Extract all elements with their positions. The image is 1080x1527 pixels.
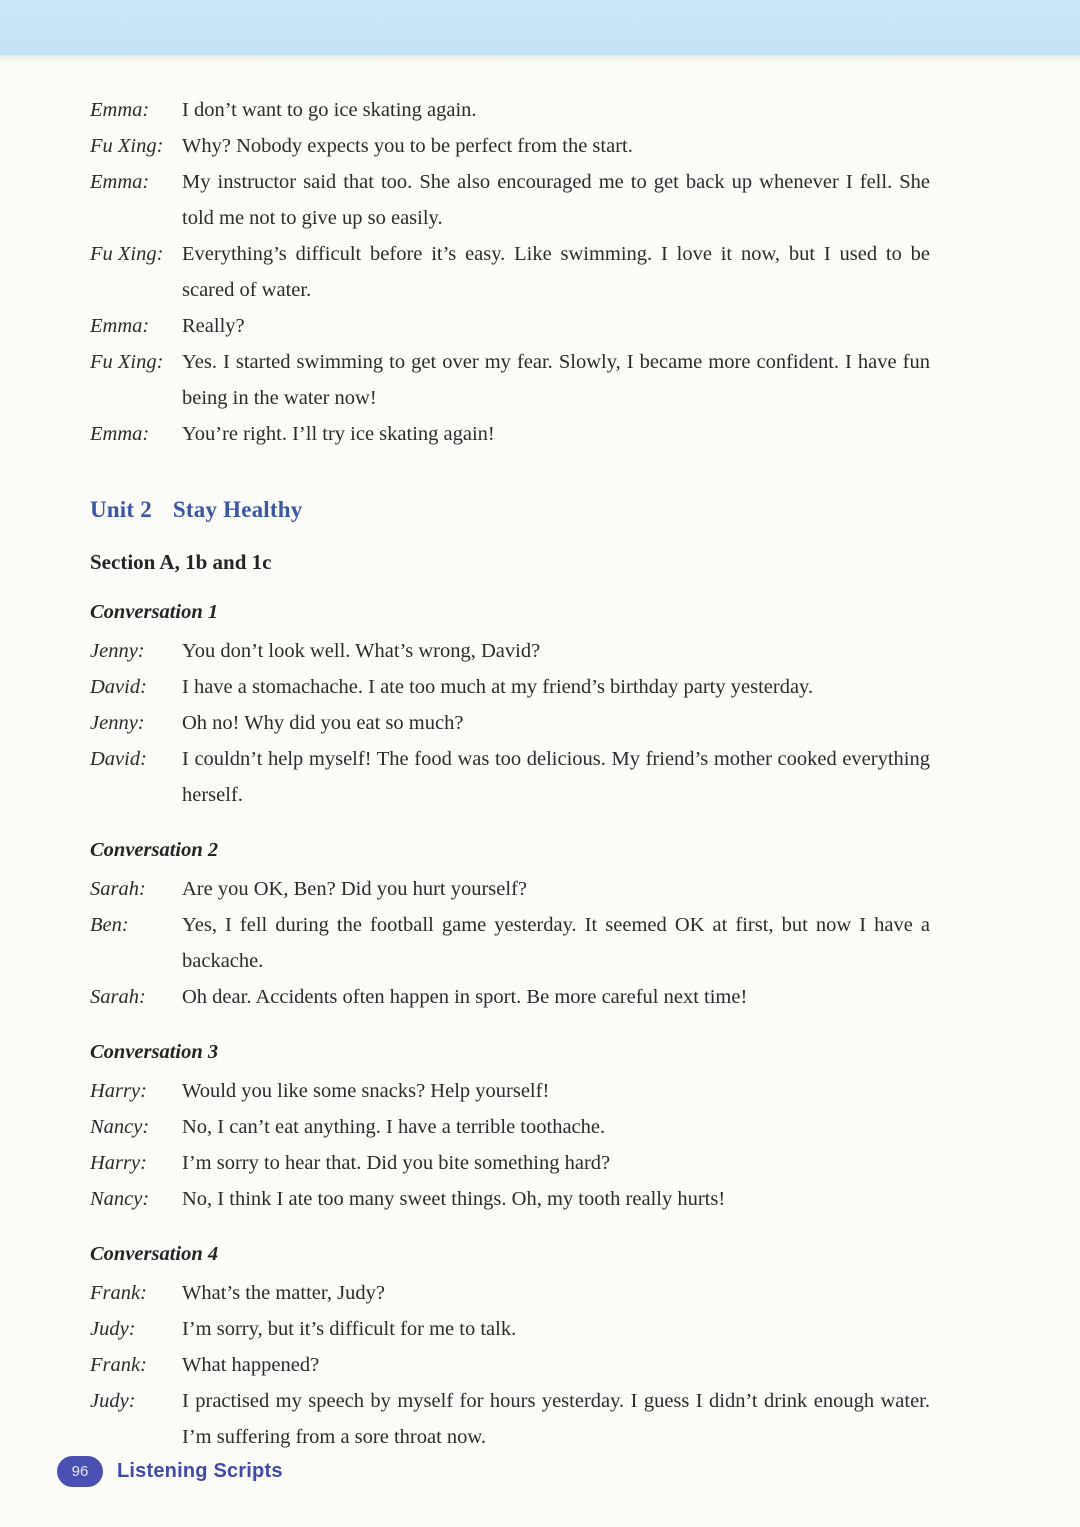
speaker-text: No, I can’t eat anything. I have a terrible toothache. — [182, 1116, 606, 1138]
speaker-text: What’s the matter, Judy? — [182, 1282, 385, 1304]
speaker-text: Everything’s difficult before it’s easy. Like swimming. I love it now, but I used to be scared of water. — [182, 243, 930, 301]
page-top-band — [0, 0, 1080, 55]
dialogue-line — [90, 669, 930, 705]
dialogue-line — [90, 236, 930, 308]
speaker-name: Harry: — [90, 1152, 147, 1174]
speaker-name: Sarah: — [90, 986, 146, 1008]
dialogue-line — [90, 344, 930, 416]
speaker-text: What happened? — [182, 1354, 320, 1376]
speaker-name: Nancy: — [90, 1116, 150, 1138]
speaker-name: Fu Xing: — [90, 351, 164, 373]
speaker-text: No, I think I ate too many sweet things. Oh, my tooth really hurts! — [182, 1188, 726, 1210]
speaker-name: Nancy: — [90, 1188, 150, 1210]
speaker-text: Would you like some snacks? Help yourself! — [182, 1080, 550, 1102]
speaker-name: Frank: — [90, 1354, 147, 1376]
speaker-name: David: — [90, 676, 147, 698]
dialogue-line — [90, 1347, 930, 1383]
speaker-name: Emma: — [90, 99, 150, 121]
speaker-name: Emma: — [90, 423, 150, 445]
conversation-4-title: Conversation 4 — [90, 1243, 219, 1265]
speaker-name: Ben: — [90, 914, 129, 936]
dialogue-line — [90, 1181, 930, 1217]
speaker-name: David: — [90, 748, 147, 770]
dialogue-line — [90, 1109, 930, 1145]
conversation-1-lines — [90, 633, 930, 813]
section-heading: Section A, 1b and 1c — [90, 550, 272, 574]
dialogue-line — [90, 741, 930, 813]
speaker-text: I couldn’t help myself! The food was too delicious. My friend’s mother cooked everything herself. — [182, 748, 930, 806]
dialogue-line — [90, 1275, 930, 1311]
dialogue-line — [90, 416, 930, 452]
dialogue-block-unit1 — [90, 92, 930, 452]
conversation-2-lines — [90, 871, 930, 1015]
dialogue-line — [90, 92, 930, 128]
speaker-text: I practised my speech by myself for hours yesterday. I guess I didn’t drink enough water. I’m suffering from a sore throat now. — [182, 1390, 930, 1448]
speaker-text: I have a stomachache. I ate too much at my friend’s birthday party yesterday. — [182, 676, 814, 698]
dialogue-line — [90, 1383, 930, 1455]
speaker-name: Judy: — [90, 1390, 136, 1412]
speaker-text: Really? — [182, 315, 245, 337]
speaker-text: I’m sorry, but it’s difficult for me to talk. — [182, 1318, 517, 1340]
speaker-name: Sarah: — [90, 878, 146, 900]
speaker-name: Judy: — [90, 1318, 136, 1340]
dialogue-line — [90, 705, 930, 741]
speaker-text: Yes. I started swimming to get over my fear. Slowly, I became more confident. I have fun being in the water now! — [182, 351, 930, 409]
conversation-4-lines — [90, 1275, 930, 1455]
speaker-text: You don’t look well. What’s wrong, David? — [182, 640, 541, 662]
speaker-text: Oh no! Why did you eat so much? — [182, 712, 464, 734]
conversation-3-lines — [90, 1073, 930, 1217]
speaker-name: Emma: — [90, 315, 150, 337]
dialogue-line — [90, 164, 930, 236]
speaker-text: Yes, I fell during the football game yesterday. It seemed OK at first, but now I have a backache. — [182, 914, 930, 972]
dialogue-line — [90, 907, 930, 979]
speaker-name: Frank: — [90, 1282, 147, 1304]
speaker-name: Jenny: — [90, 712, 145, 734]
dialogue-line — [90, 633, 930, 669]
speaker-name: Fu Xing: — [90, 243, 164, 265]
dialogue-line — [90, 979, 930, 1015]
dialogue-line — [90, 1311, 930, 1347]
dialogue-line — [90, 871, 930, 907]
dialogue-line — [90, 308, 930, 344]
speaker-text: I’m sorry to hear that. Did you bite something hard? — [182, 1152, 611, 1174]
footer-section-label: Listening Scripts — [117, 1460, 283, 1482]
conversation-1-title: Conversation 1 — [90, 601, 219, 623]
speaker-name: Jenny: — [90, 640, 145, 662]
speaker-text: You’re right. I’ll try ice skating again! — [182, 423, 495, 445]
band-shadow — [0, 55, 1080, 62]
page-number-badge: 96 — [57, 1456, 103, 1487]
unit-title: Stay Healthy — [172, 497, 303, 522]
speaker-text: Are you OK, Ben? Did you hurt yourself? — [182, 878, 528, 900]
speaker-text: Why? Nobody expects you to be perfect from the start. — [182, 135, 633, 157]
unit-heading — [90, 497, 930, 523]
speaker-text: I don’t want to go ice skating again. — [182, 99, 477, 121]
dialogue-line — [90, 1073, 930, 1109]
speaker-text: Oh dear. Accidents often happen in sport. Be more careful next time! — [182, 986, 748, 1008]
page-content — [0, 62, 1080, 1455]
unit-number: Unit 2 — [90, 497, 152, 522]
speaker-name: Harry: — [90, 1080, 147, 1102]
dialogue-line — [90, 1145, 930, 1181]
speaker-text: My instructor said that too. She also encouraged me to get back up whenever I fell. She told me not to give up so easily. — [182, 171, 930, 229]
conversation-2-title: Conversation 2 — [90, 839, 219, 861]
page-footer — [57, 1456, 283, 1487]
dialogue-line — [90, 128, 930, 164]
speaker-name: Fu Xing: — [90, 135, 164, 157]
conversation-3-title: Conversation 3 — [90, 1041, 219, 1063]
speaker-name: Emma: — [90, 171, 150, 193]
